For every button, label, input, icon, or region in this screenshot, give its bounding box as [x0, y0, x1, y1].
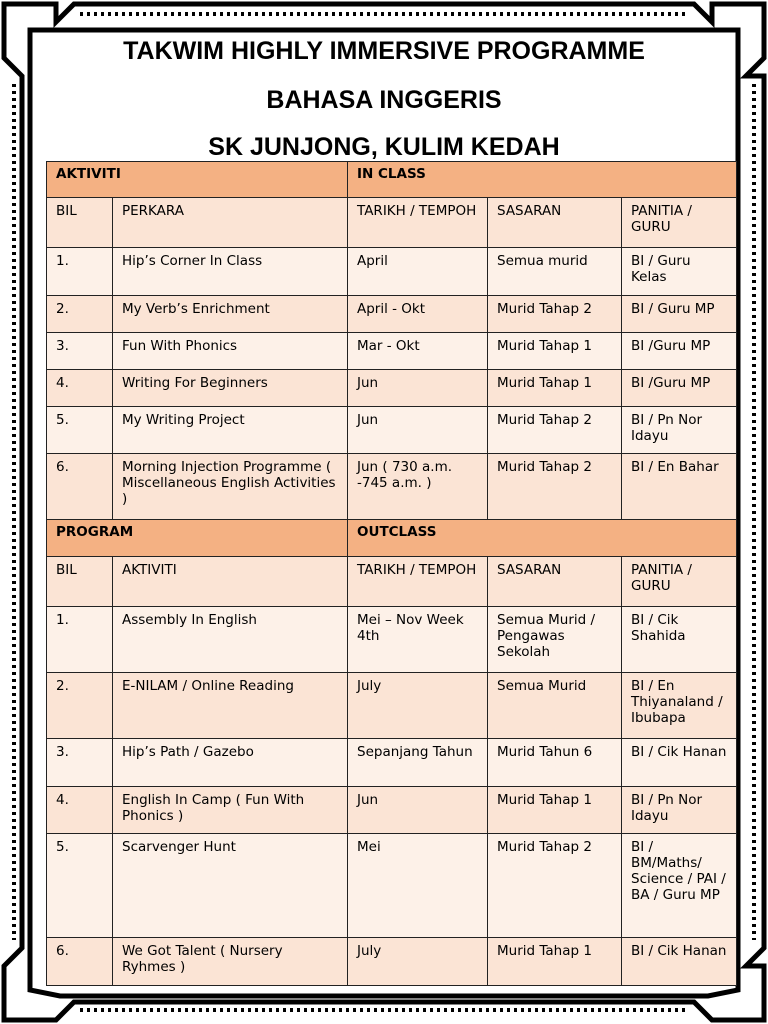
table-cell: July: [348, 673, 488, 739]
table-cell: Writing For Beginners: [113, 370, 348, 407]
table-cell: Murid Tahap 2: [488, 296, 622, 333]
column-header: SASARAN: [488, 557, 622, 607]
table-row: [47, 296, 737, 333]
table-cell: Murid Tahap 1: [488, 370, 622, 407]
table-cell: 3.: [47, 333, 113, 370]
section-header-program: PROGRAM: [47, 520, 348, 557]
table-cell: BI / Cik Hanan: [622, 938, 737, 986]
table-cell: 6.: [47, 454, 113, 520]
section-header-in-class: IN CLASS: [348, 162, 737, 198]
column-header: PANITIA / GURU: [622, 198, 737, 248]
table-cell: English In Camp ( Fun With Phonics ): [113, 787, 348, 834]
table-cell: 5.: [47, 834, 113, 938]
table-cell: E-NILAM / Online Reading: [113, 673, 348, 739]
table-cell: 1.: [47, 607, 113, 673]
table-cell: Morning Injection Programme ( Miscellaneous English Activities ): [113, 454, 348, 520]
table-cell: BI / Guru MP: [622, 296, 737, 333]
table-cell: BI / BM/Maths/ Science / PAI / BA / Guru MP: [622, 834, 737, 938]
section-header-outclass: OUTCLASS: [348, 520, 737, 557]
table-cell: Assembly In English: [113, 607, 348, 673]
table-cell: 5.: [47, 407, 113, 454]
table-cell: Murid Tahap 1: [488, 938, 622, 986]
table-cell: Jun ( 730 a.m. -745 a.m. ): [348, 454, 488, 520]
title-line-2: BAHASA INGGERIS: [266, 86, 502, 114]
table-cell: Mei: [348, 834, 488, 938]
table-cell: July: [348, 938, 488, 986]
table-cell: My Verb’s Enrichment: [113, 296, 348, 333]
column-header: TARIKH / TEMPOH: [348, 198, 488, 248]
table-cell: Murid Tahap 1: [488, 333, 622, 370]
table-row: [47, 370, 737, 407]
table-cell: Hip’s Corner In Class: [113, 248, 348, 296]
table-row: [47, 607, 737, 673]
table-cell: BI / Guru Kelas: [622, 248, 737, 296]
column-header: AKTIVITI: [113, 557, 348, 607]
table-cell: 1.: [47, 248, 113, 296]
table-row: [47, 787, 737, 834]
table-row: [47, 834, 737, 938]
table-cell: BI / Pn Nor Idayu: [622, 407, 737, 454]
column-header: BIL: [47, 557, 113, 607]
table-cell: 6.: [47, 938, 113, 986]
schedule-table: [46, 161, 737, 986]
table-cell: We Got Talent ( Nursery Ryhmes ): [113, 938, 348, 986]
table-row: [47, 673, 737, 739]
table-cell: April - Okt: [348, 296, 488, 333]
column-header: BIL: [47, 198, 113, 248]
table-cell: Murid Tahap 2: [488, 407, 622, 454]
column-header: PERKARA: [113, 198, 348, 248]
table-cell: 2.: [47, 673, 113, 739]
section-header-aktiviti: AKTIVITI: [47, 162, 348, 198]
table-cell: Jun: [348, 787, 488, 834]
table-row: [47, 333, 737, 370]
table-cell: BI / Pn Nor Idayu: [622, 787, 737, 834]
table-cell: Fun With Phonics: [113, 333, 348, 370]
table-row: [47, 454, 737, 520]
table-cell: BI /Guru MP: [622, 333, 737, 370]
table-cell: Murid Tahap 2: [488, 454, 622, 520]
table-row: [47, 739, 737, 787]
table-cell: Jun: [348, 407, 488, 454]
table-cell: Mar - Okt: [348, 333, 488, 370]
table-cell: Murid Tahap 2: [488, 834, 622, 938]
table-cell: Semua murid: [488, 248, 622, 296]
table-cell: Murid Tahap 1: [488, 787, 622, 834]
table-cell: Scarvenger Hunt: [113, 834, 348, 938]
table-cell: Sepanjang Tahun: [348, 739, 488, 787]
table-cell: Mei – Nov Week 4th: [348, 607, 488, 673]
table-cell: BI /Guru MP: [622, 370, 737, 407]
table-cell: BI / En Bahar: [622, 454, 737, 520]
column-header: SASARAN: [488, 198, 622, 248]
table-cell: Semua Murid: [488, 673, 622, 739]
table-cell: Hip’s Path / Gazebo: [113, 739, 348, 787]
table-row: [47, 248, 737, 296]
column-header: TARIKH / TEMPOH: [348, 557, 488, 607]
title-line-1: TAKWIM HIGHLY IMMERSIVE PROGRAMME: [123, 37, 645, 65]
table-cell: April: [348, 248, 488, 296]
table-cell: Murid Tahun 6: [488, 739, 622, 787]
table-cell: BI / Cik Shahida: [622, 607, 737, 673]
column-header: PANITIA / GURU: [622, 557, 737, 607]
table-cell: Semua Murid / Pengawas Sekolah: [488, 607, 622, 673]
table-cell: BI / Cik Hanan: [622, 739, 737, 787]
table-row: [47, 407, 737, 454]
table-cell: BI / En Thiyanaland / Ibubapa: [622, 673, 737, 739]
table-cell: 3.: [47, 739, 113, 787]
title-line-3: SK JUNJONG, KULIM KEDAH: [208, 133, 560, 161]
table-row: [47, 938, 737, 986]
table-cell: Jun: [348, 370, 488, 407]
table-cell: 4.: [47, 370, 113, 407]
table-cell: My Writing Project: [113, 407, 348, 454]
table-cell: 2.: [47, 296, 113, 333]
table-cell: 4.: [47, 787, 113, 834]
